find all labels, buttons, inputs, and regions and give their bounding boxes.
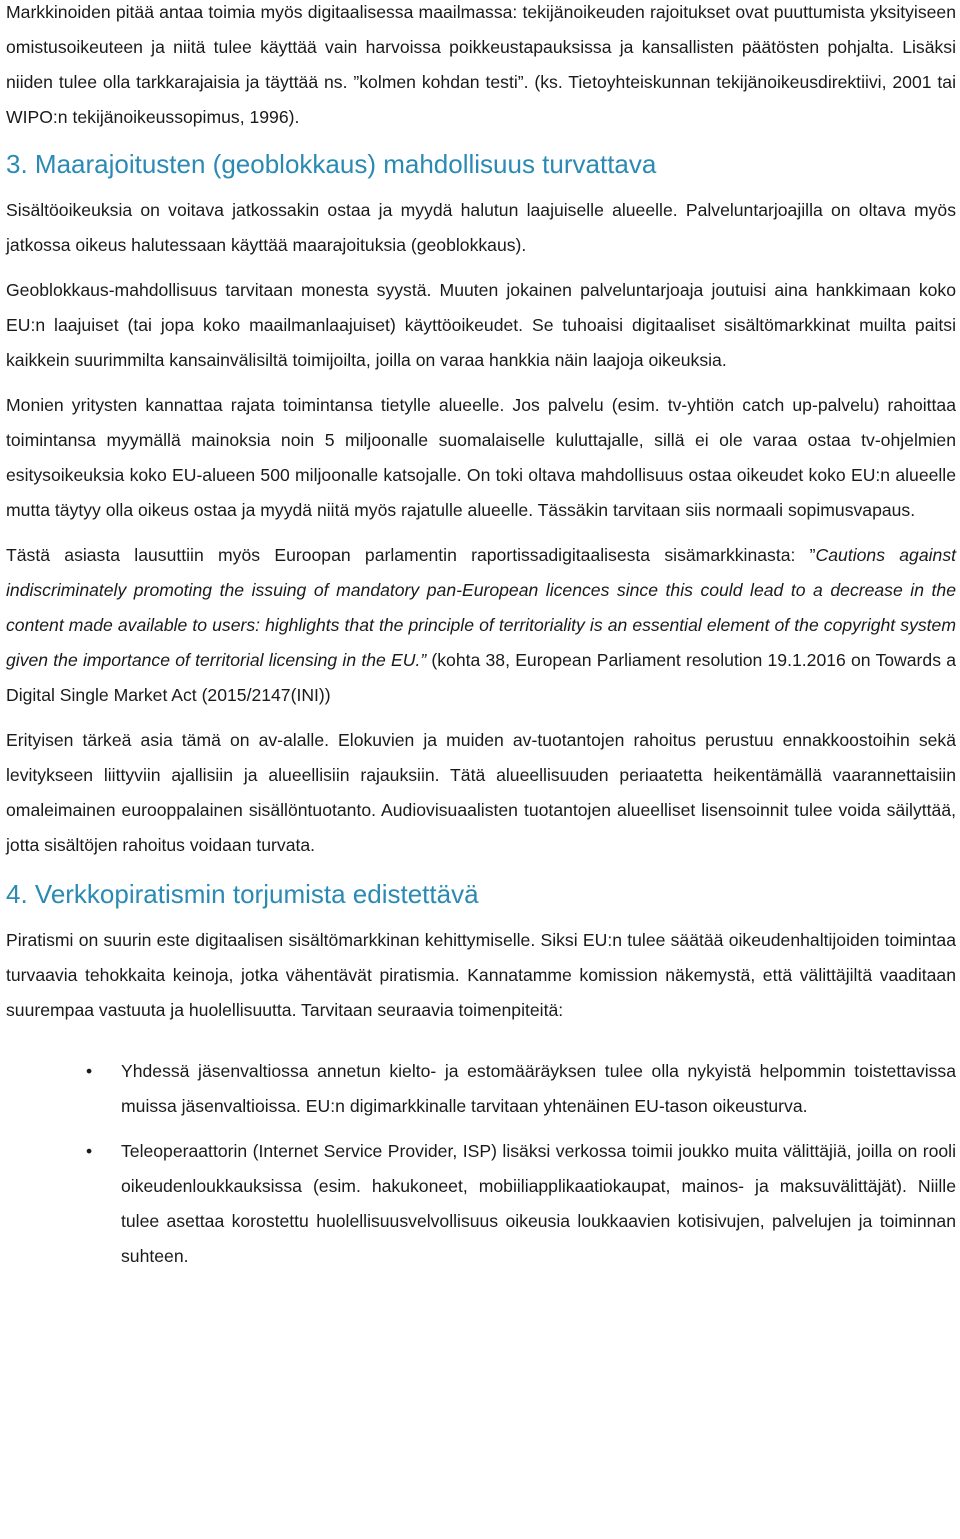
section-3-paragraph-2: Geoblokkaus-mahdollisuus tarvitaan monesta syystä. Muuten jokainen palveluntarjoaja joutuisi aina hankkimaan koko EU:n laajuiset (tai jopa koko maailmanlaajuiset) käyttöoikeudet. Se tuhoaisi digitaaliset sisältömarkkinat muilta paitsi kaikkein suurimmilta kansainvälisiltä toimijoilta, joilla on varaa hankkia näin laajoja oikeuksia. <box>6 280 956 370</box>
bullet-icon: • <box>86 1141 93 1161</box>
list-item <box>6 1054 956 1124</box>
bullet-icon: • <box>86 1061 93 1081</box>
list-item-text: Yhdessä jäsenvaltiossa annetun kielto- ja estomääräyksen tulee olla nykyistä helpommin toistettavissa muissa jäsenvaltioissa. EU:n digimarkkinalle tarvitaan yhtenäinen EU-tason oikeusturva. <box>121 1061 956 1116</box>
quote-source: (kohta 38, European Parliament resolution 19.1.2016 on Towards a Digital Single Market Act (2015/2147(INI)) <box>6 650 956 705</box>
section-4-heading: 4. Verkkopiratismin torjumista edistettävä <box>6 879 479 909</box>
section-3-heading: 3. Maarajoitusten (geoblokkaus) mahdollisuus turvattava <box>6 149 657 179</box>
section-3-closing-paragraph: Erityisen tärkeä asia tämä on av-alalle. Elokuvien ja muiden av-tuotantojen rahoitus perustuu ennakkoostoihin sekä levitykseen liittyviin ajallisiin ja alueellisiin rajauksiin. Tätä alueellisuuden periaatetta heikentämällä vaarannettaisiin omaleimainen eurooppalainen sisällöntuotanto. Audiovisuaalisten tuotantojen alueelliset lisensoinnit tulee voida säilyttää, jotta sisältöjen rahoitus voidaan turvata. <box>6 730 956 855</box>
quote-text: Cautions against indiscriminately promoting the issuing of mandatory pan-European licences since this could lead to a decrease in the content made available to users: highlights that the principle of territoriality is an essential element of the copyright system given the importance of territorial licensing in the EU.” <box>6 545 956 670</box>
list-item <box>6 1134 956 1274</box>
section-3-paragraph-1: Sisältöoikeuksia on voitava jatkossakin ostaa ja myydä halutun laajuiselle alueelle. Palveluntarjoajilla on oltava myös jatkossa oikeus halutessaan käyttää maarajoituksia (geoblokkaus). <box>6 200 956 255</box>
section-3-paragraph-3: Monien yritysten kannattaa rajata toimintansa tietylle alueelle. Jos palvelu (esim. tv-yhtiön catch up-palvelu) rahoittaa toimintansa myymällä mainoksia noin 5 miljoonalle suomalaiselle kuluttajalle, sillä ei ole varaa ostaa tv-ohjelmien esitysoikeuksia koko EU-alueen 500 miljoonalle katsojalle. On toki oltava mahdollisuus ostaa oikeudet koko EU:n alueelle mutta täytyy olla oikeus ostaa ja myydä niitä myös rajatulle alueelle. Tässäkin tarvitaan siis normaali sopimusvapaus. <box>6 395 956 520</box>
section-4-paragraph: Piratismi on suurin este digitaalisen sisältömarkkinan kehittymiselle. Siksi EU:n tulee säätää oikeudenhaltijoiden toimintaa turvaavia tehokkaita keinoja, jotka vähentävät piratismia. Kannatamme komission näkemystä, että välittäjiltä vaaditaan suurempaa vastuuta ja huolellisuutta. Tarvitaan seuraavia toimenpiteitä: <box>6 930 956 1020</box>
list-item-text: Teleoperaattorin (Internet Service Provider, ISP) lisäksi verkossa toimii joukko muita välittäjiä, joilla on rooli oikeudenloukkauksissa (esim. hakukoneet, mobiiliapplikaatiokaupat, mainos- ja maksuvälittäjät). Niille tulee asettaa korostettu huolellisuusvelvollisuus oikeusia loukkaavien kotisivujen, palvelujen ja toiminnan suhteen. <box>121 1141 956 1266</box>
measures-list <box>6 1054 956 1274</box>
quote-lead: Tästä asiasta lausuttiin myös Euroopan parlamentin raportissadigitaalisesta sisämarkkinasta: ” <box>6 545 816 565</box>
intro-paragraph: Markkinoiden pitää antaa toimia myös digitaalisessa maailmassa: tekijänoikeuden rajoitukset ovat puuttumista yksityiseen omistusoikeuteen ja niitä tulee käyttää vain harvoissa poikkeustapauksissa ja kansallisten päätösten pohjalta. Lisäksi niiden tulee olla tarkkarajaisia ja täyttää ns. ”kolmen kohdan testi”. (ks. Tietoyhteiskunnan tekijänoikeusdirektiivi, 2001 tai WIPO:n tekijänoikeussopimus, 1996). <box>6 2 956 127</box>
quote-paragraph <box>6 538 956 713</box>
